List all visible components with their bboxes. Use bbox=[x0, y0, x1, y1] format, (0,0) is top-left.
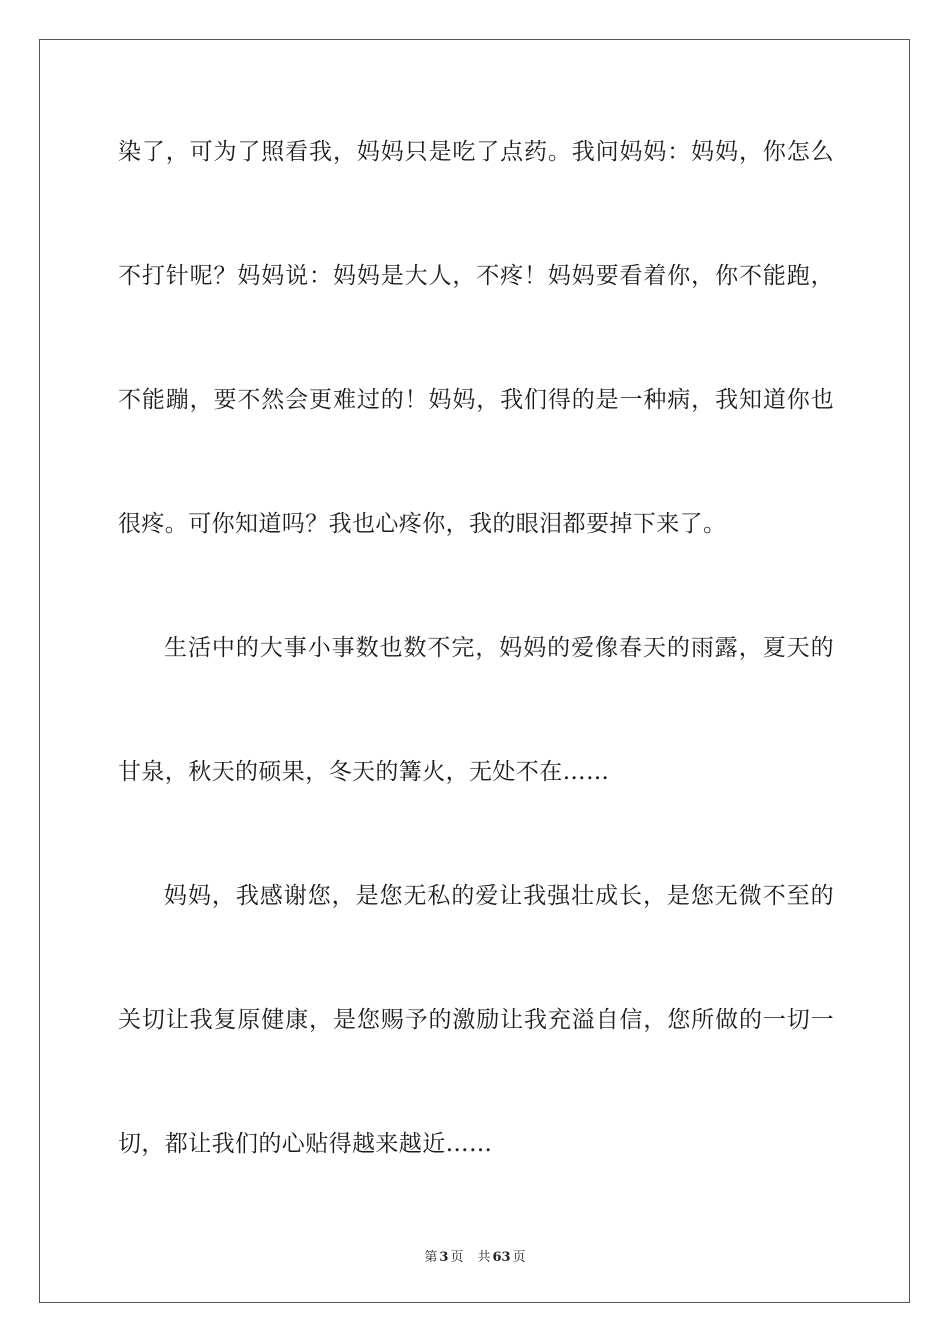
total-pages-number: 63 bbox=[492, 1250, 511, 1265]
paragraph-line-1: 染了，可为了照看我，妈妈只是吃了点药。我问妈妈：妈妈，你怎么 bbox=[118, 139, 834, 165]
paragraph-line-2: 不打针呢？妈妈说：妈妈是大人，不疼！妈妈要看着你，你不能跑， bbox=[118, 263, 834, 289]
page-suffix: 页 bbox=[450, 1250, 464, 1265]
page-border bbox=[39, 39, 910, 1303]
total-prefix: 共 bbox=[477, 1250, 491, 1265]
total-suffix: 页 bbox=[512, 1250, 526, 1265]
page-prefix: 第 bbox=[424, 1250, 438, 1265]
paragraph-line-6: 甘泉，秋天的硕果，冬天的篝火，无处不在…… bbox=[118, 759, 610, 785]
paragraph-line-7: 妈妈，我感谢您，是您无私的爱让我强壮成长，是您无微不至的 bbox=[164, 883, 834, 909]
paragraph-line-5: 生活中的大事小事数也数不完，妈妈的爱像春天的雨露，夏天的 bbox=[164, 635, 834, 661]
paragraph-line-8: 关切让我复原健康，是您赐予的激励让我充溢自信，您所做的一切一 bbox=[118, 1007, 834, 1033]
page-footer bbox=[0, 1250, 950, 1266]
paragraph-line-9: 切，都让我们的心贴得越来越近…… bbox=[118, 1131, 493, 1157]
paragraph-line-3: 不能蹦，要不然会更难过的！妈妈，我们得的是一种病，我知道你也 bbox=[118, 387, 834, 413]
paragraph-line-4: 很疼。可你知道吗？我也心疼你，我的眼泪都要掉下来了。 bbox=[118, 511, 727, 537]
current-page-number: 3 bbox=[439, 1250, 449, 1265]
